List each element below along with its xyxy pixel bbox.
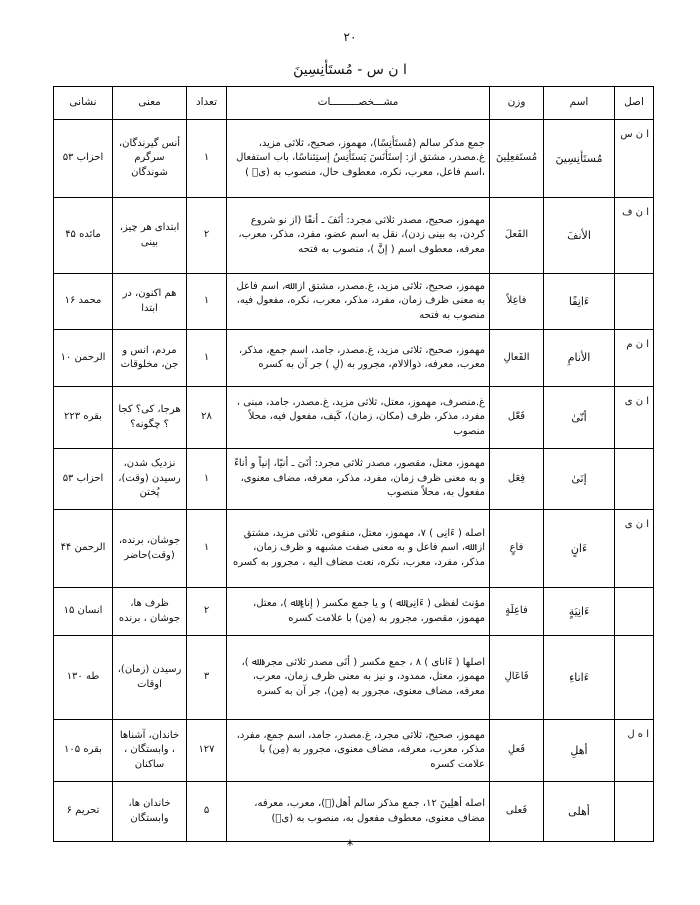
- pattern-cell: فاعِلَةٍ: [490, 588, 544, 636]
- description-cell: اصلها ( ءَانای ) ۸ ، جمع مکسر ( أنَی مصدر ثلاثی مجرد ﷲ )، مهموز، معتل، ممدود، و نیز به معنی ظرف زمان، معرب، معرفه، مضاف معنوی، مجرور به (مِن)، جر آن به کسره: [227, 636, 490, 720]
- root-cell: ا ن ی: [615, 387, 654, 449]
- table-row: [54, 274, 654, 330]
- word-cell: الأنامِ: [544, 330, 615, 387]
- reference-cell: انسان ۱۵: [54, 588, 113, 636]
- pattern-cell: فَعّٰل: [490, 387, 544, 449]
- meaning-cell: ظرف ها، جوشان ، برنده: [113, 588, 187, 636]
- reference-cell: الرحمن ۱۰: [54, 330, 113, 387]
- word-cell: أهلی: [544, 782, 615, 842]
- meaning-cell: هرجا، کی؟ کجا ؟ چگونه؟: [113, 387, 187, 449]
- meaning-cell: نزدیک شدن، رسیدن (وقت)، پُختن: [113, 449, 187, 510]
- lexicon-table: [53, 86, 654, 842]
- footer-mark: *: [346, 838, 354, 854]
- reference-cell: احزاب ۵۳: [54, 449, 113, 510]
- meaning-cell: خاندان، آشناها ، وابستگان ، ساکنان: [113, 720, 187, 782]
- word-cell: إنَیٰ: [544, 449, 615, 510]
- word-cell: ءَاناءِ: [544, 636, 615, 720]
- description-cell: مهموز، صحیح، ثلاثی مزید، غ.مصدر، مشتق از: ﷲ، اسم فاعل به معنی ظرف زمان، مفرد، مذکر، معرب، نکره، مفعول فیه، منصوب به فتحه: [227, 274, 490, 330]
- count-cell: ۲: [187, 198, 227, 274]
- pattern-cell: فَعلِ: [490, 720, 544, 782]
- word-cell: الأنفَ: [544, 198, 615, 274]
- reference-cell: الرحمن ۴۴: [54, 510, 113, 588]
- meaning-cell: ابتدای هر چیز، بینی: [113, 198, 187, 274]
- word-cell: ءَانِیَةٍ: [544, 588, 615, 636]
- count-cell: ۳: [187, 636, 227, 720]
- header-count: تعداد: [187, 87, 227, 120]
- root-cell: [615, 782, 654, 842]
- count-cell: ۱: [187, 330, 227, 387]
- root-cell: ا ن م: [615, 330, 654, 387]
- description-cell: جمع مذکر سالم (مُستَأنِسًا)، مهموز، صحیح، ثلاثی مزید، غ.مصدر، مشتق از: إستَأنَسَ يَستَأنِسُ إستِئناسًا، باب استفعال ،اسم فاعل، معرب، نکره، معطوف حال، منصوب به (ىٖ ): [227, 120, 490, 198]
- meaning-cell: هم اکنون، در ابتدا: [113, 274, 187, 330]
- table-row: [54, 330, 654, 387]
- header-meaning: معنی: [113, 87, 187, 120]
- table-row: [54, 588, 654, 636]
- table-row: [54, 449, 654, 510]
- pattern-cell: فِعَل: [490, 449, 544, 510]
- header-reference: نشانی: [54, 87, 113, 120]
- page-number: ۲۰: [343, 30, 357, 44]
- root-cell: ا ه ل: [615, 720, 654, 782]
- count-cell: ۱: [187, 120, 227, 198]
- description-cell: مهموز، صحیح، ثلاثی مجرد، غ.مصدر، جامد، اسم جمع، مفرد، مذکر، معرب، معرفه، مضاف معنوی، مجرور به (مِن) با علامت کسره: [227, 720, 490, 782]
- description-cell: مؤنث لفظی ( ءَانِی ﷲ ) و یا جمع مکسر ( إناءٍ ﷲ )، معتل، مهموز، مقصور، مجرور به (مِن) با علامت کسره: [227, 588, 490, 636]
- pattern-cell: فَاعَالِ: [490, 636, 544, 720]
- description-cell: اصله أهلِینَ ۱۲، جمع مذکر سالم أهل(ﷲ)، معرب، معرفه، مضاف معنوی، معطوف مفعول به، منصوب به (یٖ): [227, 782, 490, 842]
- page-heading: ا ن س - مُستَأنِسِينَ: [293, 62, 407, 78]
- count-cell: ۲۸: [187, 387, 227, 449]
- table-row: [54, 510, 654, 588]
- word-cell: ءَانٍ: [544, 510, 615, 588]
- header-row: [54, 87, 654, 120]
- table-row: [54, 198, 654, 274]
- meaning-cell: مردم، انس و جن، مخلوقات: [113, 330, 187, 387]
- pattern-cell: فاعٍ: [490, 510, 544, 588]
- reference-cell: مائده ۴۵: [54, 198, 113, 274]
- pattern-cell: فَعلی: [490, 782, 544, 842]
- reference-cell: تحریم ۶: [54, 782, 113, 842]
- word-cell: مُستَأنِسِينَ: [544, 120, 615, 198]
- table-row: [54, 782, 654, 842]
- reference-cell: طه ۱۳۰: [54, 636, 113, 720]
- root-cell: ا ن ی: [615, 510, 654, 588]
- pattern-cell: فاعِلاً: [490, 274, 544, 330]
- count-cell: ۵: [187, 782, 227, 842]
- reference-cell: احزاب ۵۳: [54, 120, 113, 198]
- description-cell: مهموز، صحیح، مصدر ثلاثی مجرد: أنَفَ ـ أنفًا (از نو شروع کردن، به بینی زدن)، نقل به اسم عضو، مفرد، مذکر، معرب، معرفه، معطوف اسم ( إنَّ )، منصوب به فتحه: [227, 198, 490, 274]
- header-description: مشـــخصـــــــــات: [227, 87, 490, 120]
- count-cell: ۱: [187, 510, 227, 588]
- header-word: اسم: [544, 87, 615, 120]
- meaning-cell: جوشان، برنده، (وقت)حاضر: [113, 510, 187, 588]
- meaning-cell: أنس گیرندگان، سرگرم شوندگان: [113, 120, 187, 198]
- root-cell: ا ن س: [615, 120, 654, 198]
- table-row: [54, 636, 654, 720]
- description-cell: مهموز، صحیح، ثلاثی مزید، غ.مصدر، جامد، اسم جمع، مذکر، معرب، معرفه، ذوالالام، مجرور به (لِ ) جر آن به کسره: [227, 330, 490, 387]
- count-cell: ۲: [187, 588, 227, 636]
- header-root: اصل: [615, 87, 654, 120]
- reference-cell: بقره ۲۲۳: [54, 387, 113, 449]
- meaning-cell: خاندان ها، وابستگان: [113, 782, 187, 842]
- count-cell: ۱: [187, 274, 227, 330]
- root-cell: [615, 449, 654, 510]
- header-pattern: وزن: [490, 87, 544, 120]
- word-cell: أنّیٰ: [544, 387, 615, 449]
- table-row: [54, 720, 654, 782]
- root-cell: [615, 636, 654, 720]
- root-cell: ا ن ف: [615, 198, 654, 274]
- pattern-cell: مُستَفعِلِينَ: [490, 120, 544, 198]
- word-cell: أهلِ: [544, 720, 615, 782]
- meaning-cell: رسیدن (زمان)، اوقات: [113, 636, 187, 720]
- description-cell: غ.منصرف، مهموز، معتل، ثلاثی مزید، غ.مصدر، جامد، مبنی ، مفرد، مذکر، ظرف (مکان، زمان)، کَیف، مفعول فیه، محلاً منصوب: [227, 387, 490, 449]
- root-cell: [615, 588, 654, 636]
- reference-cell: محمد ۱۶: [54, 274, 113, 330]
- pattern-cell: الفَعلَ: [490, 198, 544, 274]
- description-cell: اصله ( ءَانِی ) ۷، مهموز، معتل، منقوص، ثلاثی مزید، مشتق از: ﷲ، اسم فاعل و به معنی صفت مشبهه و ظرف زمان، مذکر، مفرد، معرب، نکره، نعت مضاف الیه ، مجرور به کسره: [227, 510, 490, 588]
- count-cell: ۱: [187, 449, 227, 510]
- description-cell: مهموز، معتل، مقصور، مصدر ثلاثی مجرد: أنَیَ ـ أنیًا، إنیاً و أناءً و به معنی ظرف زمان، مفرد، مذکر، معرفه، مضاف معنوی، مفعول به، محلاً منصوب: [227, 449, 490, 510]
- count-cell: ۱۲۷: [187, 720, 227, 782]
- pattern-cell: الفَعالِ: [490, 330, 544, 387]
- table-row: [54, 387, 654, 449]
- reference-cell: بقره ۱۰۵: [54, 720, 113, 782]
- word-cell: ءَانِفًا: [544, 274, 615, 330]
- table-row: [54, 120, 654, 198]
- root-cell: [615, 274, 654, 330]
